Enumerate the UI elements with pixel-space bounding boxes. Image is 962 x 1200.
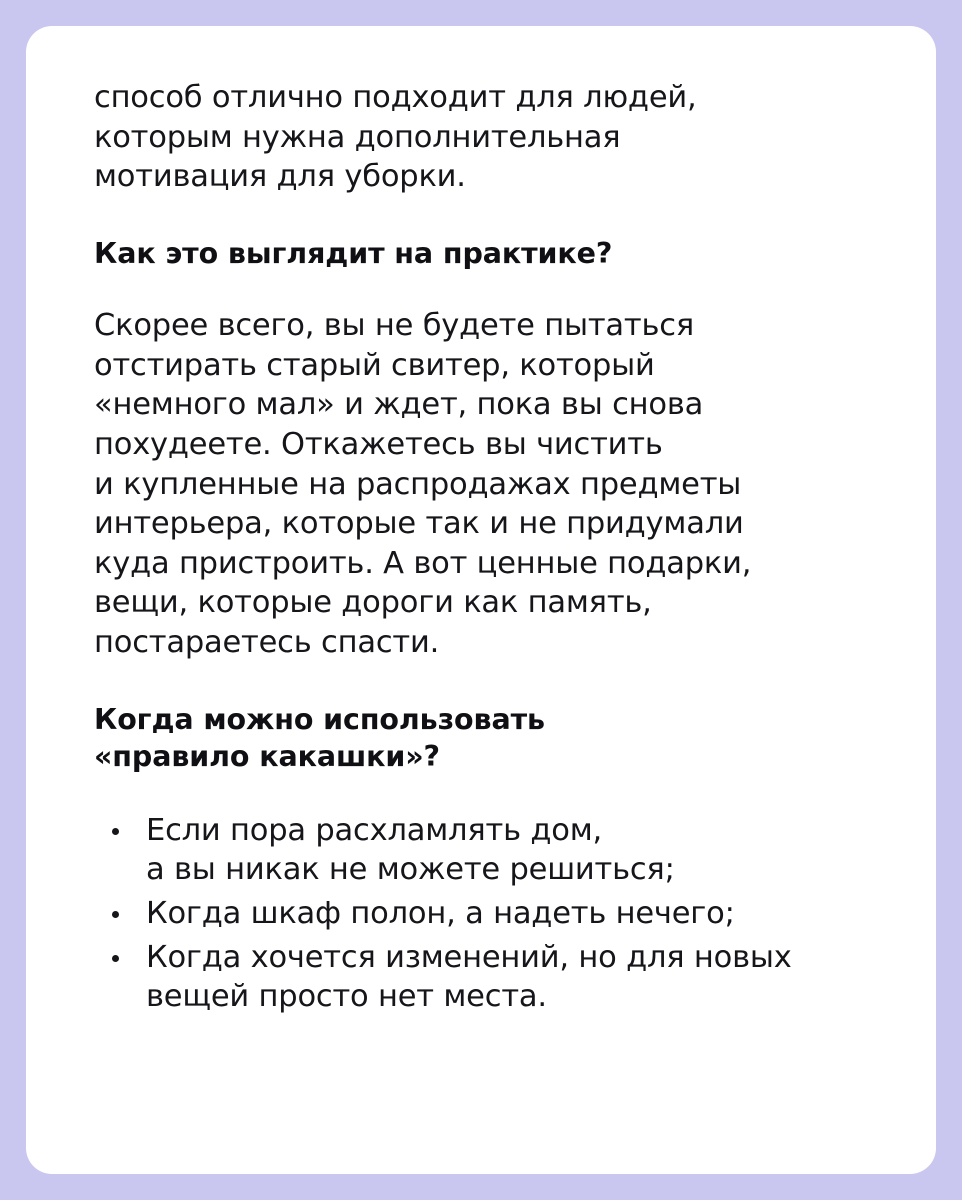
bullet-dot-icon [112,911,119,918]
heading-when-to-use-line-1: Когда можно использовать [94,702,545,736]
practice-paragraph-line-8: вещи, которые дороги как память, [94,585,652,621]
intro-paragraph-line-1: способ отлично подходит для людей, [94,80,697,115]
intro-paragraph-line-3: мотивация для уборки. [94,159,466,195]
heading-when-to-use-line-2: «правило какашки»? [94,739,440,773]
list-item [94,811,874,890]
bullet-dot-icon [112,955,119,962]
use-cases-list [94,811,874,1017]
practice-paragraph-line-1: Скорее всего, вы не будете пытаться [94,307,694,343]
practice-paragraph-line-2: отстирать старый свитер, который [94,347,655,383]
heading-when-to-use [94,701,874,775]
intro-paragraph-line-2: которым нужна дополнительная [94,119,621,155]
practice-paragraph-line-3: «немного мал» и ждет, пока вы снова [94,387,704,423]
practice-paragraph-line-4: похудеете. Откажетесь вы чистить [94,426,663,462]
practice-paragraph-line-6: интерьера, которые так и не придумали [94,506,744,542]
bullet-dot-icon [112,828,119,835]
practice-paragraph [94,306,874,663]
list-item-line-2: а вы никак не можете решиться; [146,852,675,888]
list-item-line-1: Если пора расхламлять дом, [146,812,602,848]
practice-paragraph-line-9: постараетесь спасти. [94,625,440,661]
heading-practice: Как это выглядит на практике? [94,236,613,270]
practice-paragraph-line-7: куда пристроить. А вот ценные подарки, [94,545,752,581]
intro-paragraph [94,78,874,197]
list-item [94,894,874,934]
list-item-line-1: Когда шкаф полон, а надеть нечего; [146,896,735,932]
practice-paragraph-line-5: и купленные на распродажах предметы [94,466,742,502]
list-item-line-1: Когда хочется изменений, но для новых [146,939,792,975]
list-item [94,938,874,1017]
list-item-line-2: вещей просто нет места. [146,979,547,1015]
article-card [26,26,936,1174]
